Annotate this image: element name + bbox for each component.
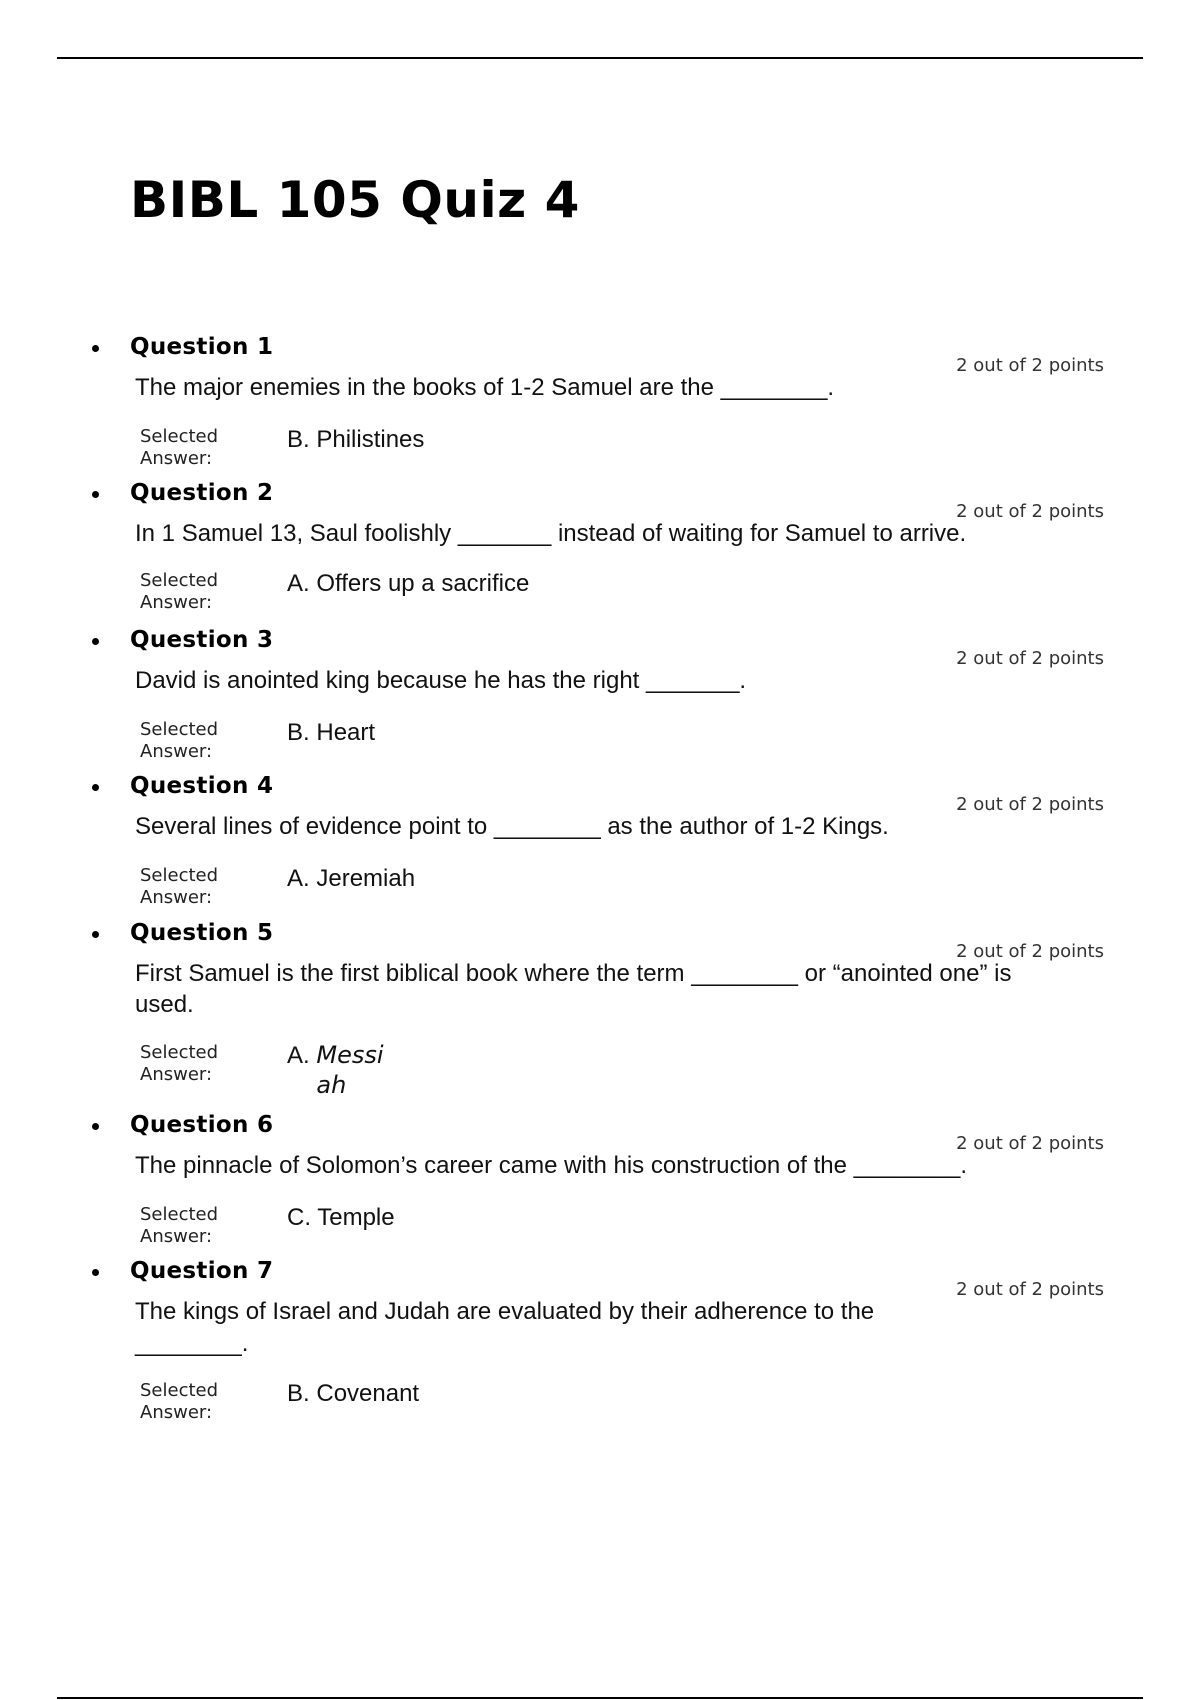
question-text: David is anointed king because he has the right _______. [135, 667, 747, 694]
selected-answer [287, 568, 529, 599]
answer-letter: B. [287, 1380, 310, 1407]
points-score: 2 out of 2 points [956, 941, 1104, 962]
points-score: 2 out of 2 points [956, 355, 1104, 376]
answer-letter: B. [287, 426, 310, 453]
answer-letter: B. [287, 719, 310, 746]
selected-label-line2: Answer: [140, 448, 213, 469]
selected-answer [287, 1378, 419, 1409]
question-text: The kings of Israel and Judah are evaluated by their adherence to the ________. [135, 1298, 875, 1357]
answer-text: Covenant [316, 1380, 420, 1407]
question-heading: Question 2 [130, 480, 274, 506]
points-score: 2 out of 2 points [956, 501, 1104, 522]
question-text: The major enemies in the books of 1-2 Samuel are the ________. [135, 374, 835, 401]
selected-answer-label [140, 865, 250, 909]
selected-label-line1: Selected [140, 865, 219, 886]
selected-label-line1: Selected [140, 1042, 219, 1063]
question-heading: Question 7 [130, 1258, 274, 1284]
selected-label-line1: Selected [140, 1204, 219, 1225]
selected-label-line1: Selected [140, 719, 219, 740]
question-heading: Question 5 [130, 920, 274, 946]
points-score: 2 out of 2 points [956, 1133, 1104, 1154]
selected-label-line2: Answer: [140, 741, 213, 762]
bullet-icon [92, 931, 99, 938]
question-text: The pinnacle of Solomon’s career came with his construction of the ________. [135, 1152, 968, 1179]
bullet-icon [92, 638, 99, 645]
selected-answer-label [140, 426, 250, 470]
points-score: 2 out of 2 points [956, 1279, 1104, 1300]
selected-answer-label [140, 719, 250, 763]
points-score: 2 out of 2 points [956, 794, 1104, 815]
answer-letter: C. [287, 1204, 311, 1231]
points-score: 2 out of 2 points [956, 648, 1104, 669]
selected-label-line1: Selected [140, 1380, 219, 1401]
answer-text: Temple [317, 1204, 395, 1231]
answer-text: Heart [316, 719, 376, 746]
selected-answer-label [140, 570, 250, 614]
selected-answer [287, 1040, 396, 1100]
question-text: First Samuel is the first biblical book where the term ________ or “anointed one” is used. [135, 960, 1012, 1018]
selected-label-line1: Selected [140, 570, 219, 591]
question-heading: Question 3 [130, 627, 274, 653]
question-text: In 1 Samuel 13, Saul foolishly _______ instead of waiting for Samuel to arrive. [135, 520, 967, 547]
selected-label-line1: Selected [140, 426, 219, 447]
page-title: BIBL 105 Quiz 4 [130, 171, 580, 229]
selected-answer-label [140, 1042, 250, 1086]
selected-answer-label [140, 1204, 250, 1248]
selected-answer [287, 424, 424, 455]
question-text: Several lines of evidence point to ________ as the author of 1-2 Kings. [135, 813, 889, 840]
answer-letter: A. [287, 1042, 310, 1069]
answer-letter: A. [287, 865, 310, 892]
selected-answer [287, 863, 415, 894]
bullet-icon [92, 1123, 99, 1130]
bullet-icon [92, 345, 99, 352]
answer-text: Messiah [316, 1041, 384, 1099]
question-heading: Question 4 [130, 773, 274, 799]
bottom-rule [57, 1697, 1143, 1699]
selected-answer-label [140, 1380, 250, 1424]
selected-label-line2: Answer: [140, 887, 213, 908]
answer-text: Offers up a sacrifice [316, 570, 530, 597]
selected-label-line2: Answer: [140, 1226, 213, 1247]
answer-text: Jeremiah [316, 865, 416, 892]
selected-answer [287, 1202, 395, 1233]
selected-label-line2: Answer: [140, 1064, 213, 1085]
selected-answer [287, 717, 375, 748]
question-heading: Question 1 [130, 334, 274, 360]
bullet-icon [92, 491, 99, 498]
bullet-icon [92, 1269, 99, 1276]
selected-label-line2: Answer: [140, 1402, 213, 1423]
selected-label-line2: Answer: [140, 592, 213, 613]
answer-text: Philistines [316, 426, 425, 453]
answer-letter: A. [287, 570, 310, 597]
bullet-icon [92, 784, 99, 791]
question-heading: Question 6 [130, 1112, 274, 1138]
